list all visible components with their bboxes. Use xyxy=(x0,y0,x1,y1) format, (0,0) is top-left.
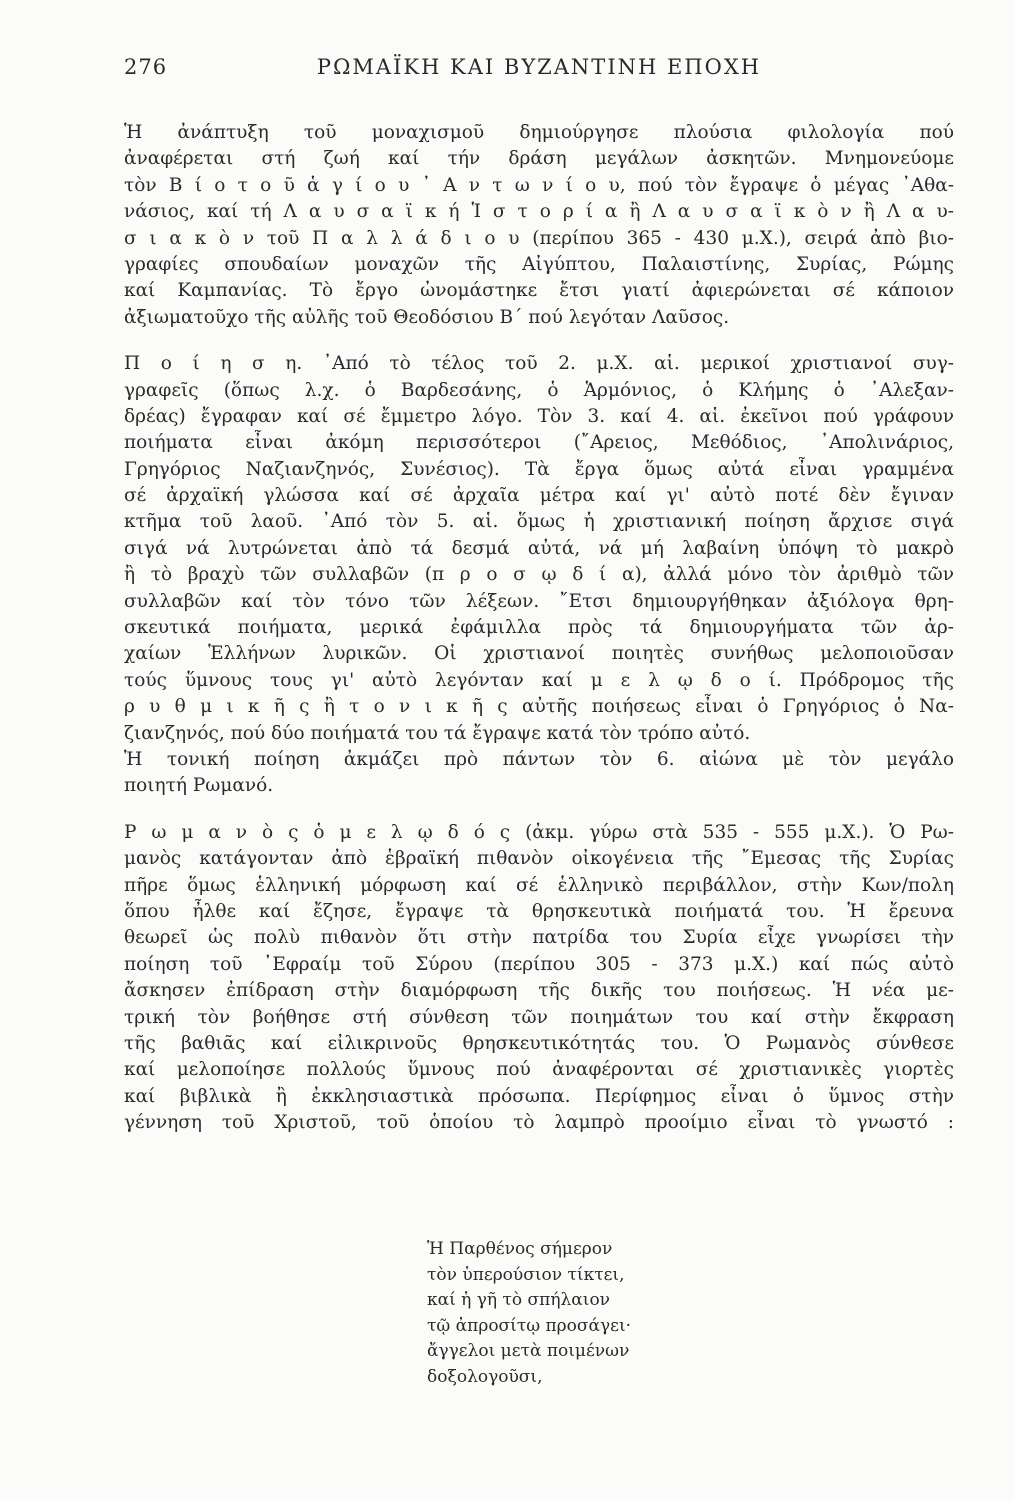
text-line: ποιητή Ρωμανό. xyxy=(124,775,274,797)
text-line: Ἡ ἀνάπτυξη τοῦ μοναχισμοῦ δημιούργησε πλούσια φιλολογία πού xyxy=(124,122,954,143)
text-line: ἀναφέρεται στή ζωή καί τήν δράση μεγάλων ἀσκητῶν. Μνημονεύομε xyxy=(124,148,954,170)
text-line: ρ υ θ μ ι κ ῆ ς ἢ τ ο ν ι κ ῆ ς αὐτῆς ποιήσεως εἶναι ὁ Γρηγόριος ὁ Να- xyxy=(124,696,954,718)
text-line: τὸν Β ί ο τ ο ῦ ἁ γ ί ο υ ᾿ Α ν τ ω ν ί ο υ, πού τὸν ἔγραψε ὁ μέγας ᾿Αθα- xyxy=(124,174,954,196)
text-line: Ρ ω μ α ν ὸ ς ὁ μ ε λ ῳ δ ό ς (ἀκμ. γύρω στὰ 535 - 555 μ.Χ.). Ὁ Ρω- xyxy=(124,821,954,843)
text-line: θεωρεῖ ὡς πολὺ πιθανὸν ὅτι στὴν πατρίδα του Συρία εἶχε γνωρίσει τὴν xyxy=(124,927,954,949)
text-line: καί μελοποίησε πολλούς ὕμνους πού ἀναφέρονται σέ χριστιανικὲς γιορτὲς xyxy=(124,1059,954,1081)
text-line: γραφίες σπουδαίων μοναχῶν τῆς Αἰγύπτου, Παλαιστίνης, Συρίας, Ρώμης xyxy=(124,253,954,275)
text-line: καί βιβλικὰ ἢ ἐκκλησιαστικὰ πρόσωπα. Περίφημος εἶναι ὁ ὕμνος στὴν xyxy=(124,1085,954,1107)
body-text xyxy=(124,120,954,1136)
text-line: σέ ἀρχαϊκή γλώσσα καί σέ ἀρχαῖα μέτρα καί γι' αὐτὸ ποτέ δὲν ἔγιναν xyxy=(124,485,954,507)
paragraph-romanos xyxy=(124,820,954,1137)
text-line: δρέας) ἔγραφαν καί σέ ἔμμετρο λόγο. Τὸν 3. καί 4. αἱ. ἐκεῖνοι πού γράφουν xyxy=(124,405,954,427)
text-line: ἢ τὸ βραχὺ τῶν συλλαβῶν (π ρ ο σ ῳ δ ί α), ἀλλά μόνο τὸν ἀριθμὸ τῶν xyxy=(124,564,954,586)
text-line: σιγά νά λυτρώνεται ἀπὸ τά δεσμά αὐτά, νά μή λαβαίνη ὑπόψη τὸ μακρὸ xyxy=(124,537,954,559)
running-title: ΡΩΜΑΪΚΗ ΚΑΙ ΒΥΖΑΝΤΙΝΗ ΕΠΟΧΗ xyxy=(316,55,762,79)
page-header xyxy=(124,55,954,85)
text-line: Π ο ί η σ η. ᾿Από τὸ τέλος τοῦ 2. μ.Χ. αἱ. μερικοί χριστιανοί συγ- xyxy=(124,353,954,375)
text-line: τούς ὕμνους τους γι' αὐτὸ λεγόνταν καί μ ε λ ῳ δ ο ί. Πρόδρομος τῆς xyxy=(124,669,954,691)
paragraph-poetry xyxy=(124,351,954,800)
text-line: ἀξιωματοῦχο τῆς αὐλῆς τοῦ Θεοδόσιου Β΄ πού λεγόταν Λαῦσος. xyxy=(124,306,730,328)
text-line: τρική τὸν βοήθησε στή σύνθεση τῶν ποιημάτων του καί στὴν ἔκφραση xyxy=(124,1006,954,1028)
text-line: ὅπου ἦλθε καί ἔζησε, ἔγραψε τὰ θρησκευτικὰ ποιήματά του. Ἡ ἔρευνα xyxy=(124,900,954,922)
poem-line: καί ἡ γῆ τὸ σπήλαιον xyxy=(427,1290,611,1310)
text-line: μανὸς κατάγονταν ἀπὸ ἑβραϊκή πιθανὸν οἰκογένεια τῆς ῎Εμεσας τῆς Συρίας xyxy=(124,848,954,870)
page-number: 276 xyxy=(124,55,168,79)
text-line: σ ι α κ ὸ ν τοῦ Π α λ λ ά δ ι ο υ (περίπου 365 - 430 μ.Χ.), σειρά ἀπὸ βιο- xyxy=(124,227,954,249)
text-line: κτῆμα τοῦ λαοῦ. ᾿Από τὸν 5. αἱ. ὅμως ἡ χριστιανική ποίηση ἄρχισε σιγά xyxy=(124,511,954,533)
text-line: καί Καμπανίας. Τὸ ἔργο ὠνομάστηκε ἔτσι γιατί ἀφιερώνεται σέ κάποιον xyxy=(124,280,954,302)
text-line: γραφεῖς (ὅπως λ.χ. ὁ Βαρδεσάνης, ὁ Ἁρμόνιος, ὁ Κλήμης ὁ ᾿Αλεξαν- xyxy=(124,379,954,401)
text-line: γέννηση τοῦ Χριστοῦ, τοῦ ὁποίου τὸ λαμπρὸ προοίμιο εἶναι τὸ γνωστό : xyxy=(124,1112,954,1134)
text-line: νάσιος, καί τή Λ α υ σ α ϊ κ ή Ἱ σ τ ο ρ ί α ἢ Λ α υ σ α ϊ κ ὸ ν ἢ Λ α υ- xyxy=(124,201,954,223)
text-line: ἄσκησεν ἐπίδραση στὴν διαμόρφωση τῆς δικῆς του ποιήσεως. Ἡ νέα με- xyxy=(124,980,954,1002)
text-line: Γρηγόριος Ναζιανζηνός, Συνέσιος). Τὰ ἔργα ὅμως αὐτά εἶναι γραμμένα xyxy=(124,458,954,480)
text-line: Ἡ τονική ποίηση ἀκμάζει πρὸ πάντων τὸν 6. αἰώνα μὲ τὸν μεγάλο xyxy=(124,748,954,770)
poem-line: τὸν ὑπερούσιον τίκτει, xyxy=(427,1264,625,1285)
text-line: χαίων Ἑλλήνων λυρικῶν. Οἱ χριστιανοί ποιητὲς συνήθως μελοποιοῦσαν xyxy=(124,643,954,665)
poem-line: δοξολογοῦσι, xyxy=(427,1366,543,1387)
text-line: πῆρε ὅμως ἑλληνική μόρφωση καί σέ ἑλληνικὸ περιβάλλον, στὴν Κων/πολη xyxy=(124,874,954,896)
text-line: σκευτικά ποιήματα, μερικά ἐφάμιλλα πρὸς τά δημιουργήματα τῶν ἀρ- xyxy=(124,617,954,639)
poem-line: Ἡ Παρθένος σήμερον xyxy=(427,1239,613,1259)
paragraph-monasticism xyxy=(124,120,954,331)
text-line: συλλαβῶν καί τὸν τόνο τῶν λέξεων. ῎Ετσι δημιουργήθηκαν ἀξιόλογα θρη- xyxy=(124,590,954,612)
poem-line: ἄγγελοι μετὰ ποιμένων xyxy=(427,1341,630,1361)
poem-line: τῷ ἀπροσίτῳ προσάγει· xyxy=(427,1315,632,1336)
poem-quotation xyxy=(427,1237,631,1390)
text-line: τῆς βαθιᾶς καί εἰλικρινοῦς θρησκευτικότητάς του. Ὁ Ρωμανὸς σύνθεσε xyxy=(124,1032,954,1054)
text-line: ποιήματα εἶναι ἀκόμη περισσότεροι (῎Αρειος, Μεθόδιος, ᾿Απολινάριος, xyxy=(124,432,954,454)
text-line: ποίηση τοῦ ᾿Εφραίμ τοῦ Σύρου (περίπου 305 - 373 μ.Χ.) καί πώς αὐτὸ xyxy=(124,953,954,975)
text-line: ζιανζηνός, πού δύο ποιήματά του τά ἔγραψε κατά τὸν τρόπο αὐτό. xyxy=(124,722,751,744)
